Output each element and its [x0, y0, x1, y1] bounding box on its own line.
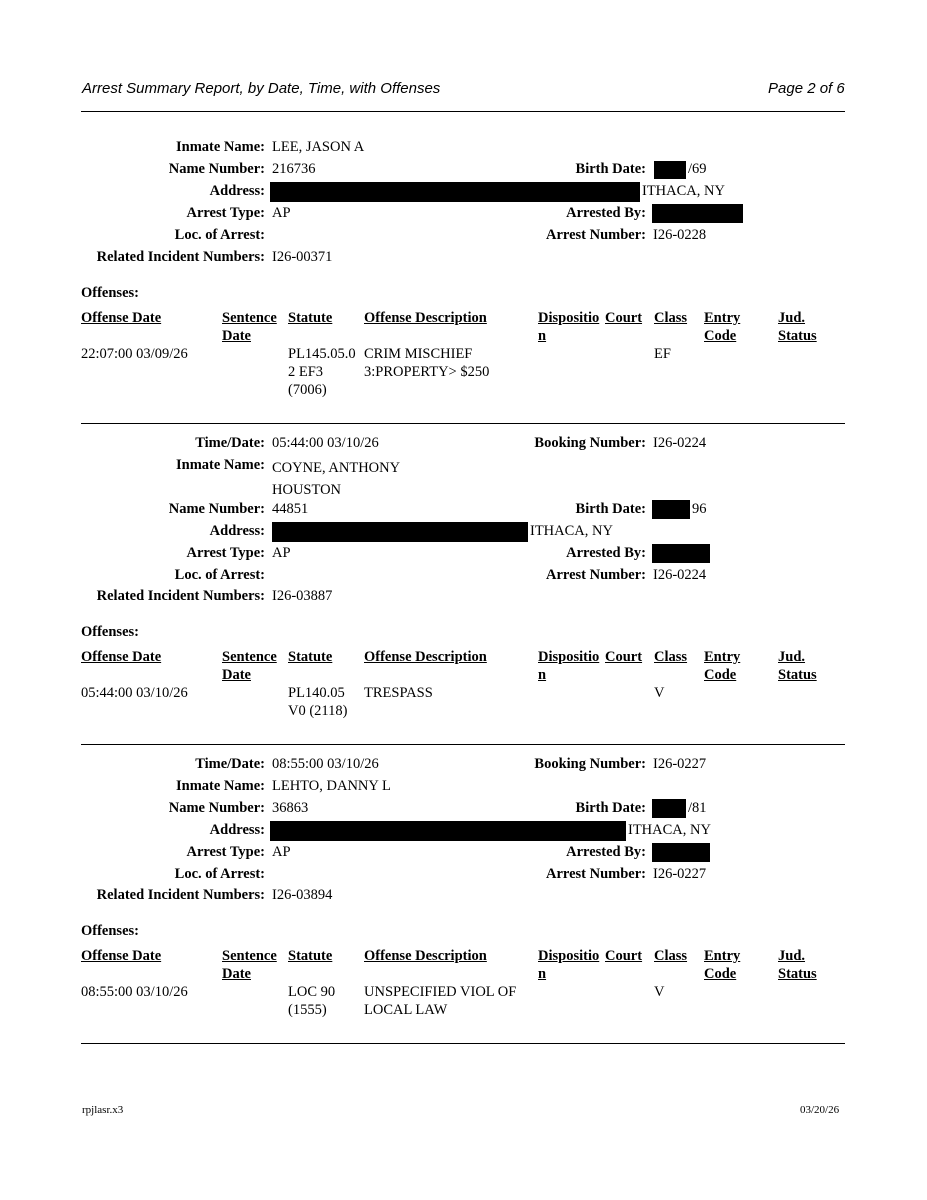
name-number-value: 44851: [272, 501, 309, 517]
booking-number-value: I26-0224: [653, 435, 707, 451]
offense-date-cell: 05:44:00 03/10/26: [81, 685, 188, 701]
inmate-name-label: Inmate Name:: [176, 457, 265, 473]
related-incidents-label: Related Incident Numbers:: [96, 887, 265, 903]
birth-date-label: Birth Date:: [575, 800, 646, 816]
col-class: Class: [654, 310, 688, 326]
arrest-type-label: Arrest Type:: [186, 205, 265, 221]
statute-cell: PL140.05 V0 (2118): [288, 685, 348, 719]
related-incidents-label: Related Incident Numbers:: [96, 588, 265, 604]
col-court: Court: [605, 649, 643, 665]
record-divider: [81, 744, 845, 745]
inmate-name-label: Inmate Name:: [176, 139, 265, 155]
arrested-by-label: Arrested By:: [566, 545, 646, 561]
arrested-by-redaction: [652, 843, 710, 862]
arrested-by-redaction: [652, 204, 743, 223]
col-disposition: Dispositio n: [538, 310, 600, 344]
class-cell: V: [654, 685, 665, 701]
offenses-label: Offenses:: [81, 923, 139, 939]
col-offense-date: Offense Date: [81, 310, 162, 326]
class-cell: EF: [654, 346, 671, 362]
col-statute: Statute: [288, 948, 333, 964]
inmate-name-label: Inmate Name:: [176, 778, 265, 794]
address-city: ITHACA, NY: [628, 822, 711, 838]
birth-date-value: /81: [688, 800, 707, 816]
arrest-type-value: AP: [272, 545, 291, 561]
report-title: Arrest Summary Report, by Date, Time, with Offenses: [82, 80, 441, 97]
col-entry-code: Entry Code: [704, 310, 741, 344]
address-redaction: [270, 821, 626, 841]
time-date-value: 08:55:00 03/10/26: [272, 756, 379, 772]
description-cell: CRIM MISCHIEF 3:PROPERTY> $250: [364, 346, 490, 380]
col-jud-status: Jud. Status: [778, 310, 817, 344]
address-redaction: [272, 522, 528, 542]
col-sentence-date: Sentence Date: [222, 310, 277, 344]
arrest-type-label: Arrest Type:: [186, 844, 265, 860]
col-class: Class: [654, 649, 688, 665]
col-offense-date: Offense Date: [81, 649, 162, 665]
loc-of-arrest-label: Loc. of Arrest:: [174, 866, 265, 882]
arrested-by-label: Arrested By:: [566, 205, 646, 221]
address-label: Address:: [209, 822, 265, 838]
col-sentence-date: Sentence Date: [222, 649, 277, 683]
col-entry-code: Entry Code: [704, 948, 741, 982]
name-number-label: Name Number:: [168, 501, 265, 517]
arrest-number-label: Arrest Number:: [546, 567, 646, 583]
name-number-value: 216736: [272, 161, 316, 177]
arrest-number-value: I26-0228: [653, 227, 707, 243]
arrest-number-label: Arrest Number:: [546, 866, 646, 882]
arrest-type-label: Arrest Type:: [186, 545, 265, 561]
arrest-number-label: Arrest Number:: [546, 227, 646, 243]
arrest-type-value: AP: [272, 844, 291, 860]
col-sentence-date: Sentence Date: [222, 948, 277, 982]
time-date-label: Time/Date:: [195, 435, 265, 451]
arrested-by-redaction: [652, 544, 710, 563]
col-entry-code: Entry Code: [704, 649, 741, 683]
inmate-name-value: COYNE, ANTHONY HOUSTON: [272, 460, 401, 498]
birth-date-redaction: [652, 500, 690, 519]
inmate-name-value: LEE, JASON A: [272, 139, 365, 155]
birth-date-value: 96: [692, 501, 707, 517]
record-divider: [81, 1043, 845, 1044]
footer-report-id: rpjlasr.x3: [82, 1104, 124, 1116]
time-date-value: 05:44:00 03/10/26: [272, 435, 379, 451]
col-offense-date: Offense Date: [81, 948, 162, 964]
header-divider: [81, 111, 845, 112]
record-divider: [81, 423, 845, 424]
address-city: ITHACA, NY: [530, 523, 613, 539]
col-offense-description: Offense Description: [364, 948, 487, 964]
statute-cell: PL145.05.0 2 EF3 (7006): [288, 346, 356, 398]
col-statute: Statute: [288, 649, 333, 665]
birth-date-label: Birth Date:: [575, 161, 646, 177]
offenses-label: Offenses:: [81, 285, 139, 301]
col-court: Court: [605, 310, 643, 326]
col-disposition: Dispositio n: [538, 948, 600, 982]
birth-date-redaction: [654, 161, 686, 179]
description-cell: UNSPECIFIED VIOL OF LOCAL LAW: [364, 984, 517, 1018]
col-disposition: Dispositio n: [538, 649, 600, 683]
footer-print-date: 03/20/26: [800, 1104, 840, 1116]
arrest-number-value: I26-0227: [653, 866, 707, 882]
birth-date-label: Birth Date:: [575, 501, 646, 517]
birth-date-value: /69: [688, 161, 707, 177]
inmate-name-value: LEHTO, DANNY L: [272, 778, 391, 794]
page-number: Page 2 of 6: [768, 80, 845, 97]
class-cell: V: [654, 984, 665, 1000]
name-number-label: Name Number:: [168, 800, 265, 816]
name-number-label: Name Number:: [168, 161, 265, 177]
col-offense-description: Offense Description: [364, 310, 487, 326]
booking-number-label: Booking Number:: [534, 756, 646, 772]
arrested-by-label: Arrested By:: [566, 844, 646, 860]
description-cell: TRESPASS: [364, 685, 433, 701]
booking-number-label: Booking Number:: [534, 435, 646, 451]
loc-of-arrest-label: Loc. of Arrest:: [174, 227, 265, 243]
offense-date-cell: 22:07:00 03/09/26: [81, 346, 188, 362]
address-label: Address:: [209, 183, 265, 199]
related-incidents-value: I26-03887: [272, 588, 333, 604]
offenses-label: Offenses:: [81, 624, 139, 640]
col-statute: Statute: [288, 310, 333, 326]
address-redaction: [270, 182, 640, 202]
related-incidents-label: Related Incident Numbers:: [96, 249, 265, 265]
arrest-number-value: I26-0224: [653, 567, 707, 583]
loc-of-arrest-label: Loc. of Arrest:: [174, 567, 265, 583]
address-city: ITHACA, NY: [642, 183, 725, 199]
related-incidents-value: I26-00371: [272, 249, 333, 265]
birth-date-redaction: [652, 799, 686, 818]
statute-cell: LOC 90 (1555): [288, 984, 336, 1018]
address-label: Address:: [209, 523, 265, 539]
col-jud-status: Jud. Status: [778, 649, 817, 683]
col-court: Court: [605, 948, 643, 964]
col-jud-status: Jud. Status: [778, 948, 817, 982]
arrest-type-value: AP: [272, 205, 291, 221]
offense-date-cell: 08:55:00 03/10/26: [81, 984, 188, 1000]
related-incidents-value: I26-03894: [272, 887, 333, 903]
name-number-value: 36863: [272, 800, 309, 816]
col-offense-description: Offense Description: [364, 649, 487, 665]
booking-number-value: I26-0227: [653, 756, 707, 772]
col-class: Class: [654, 948, 688, 964]
time-date-label: Time/Date:: [195, 756, 265, 772]
